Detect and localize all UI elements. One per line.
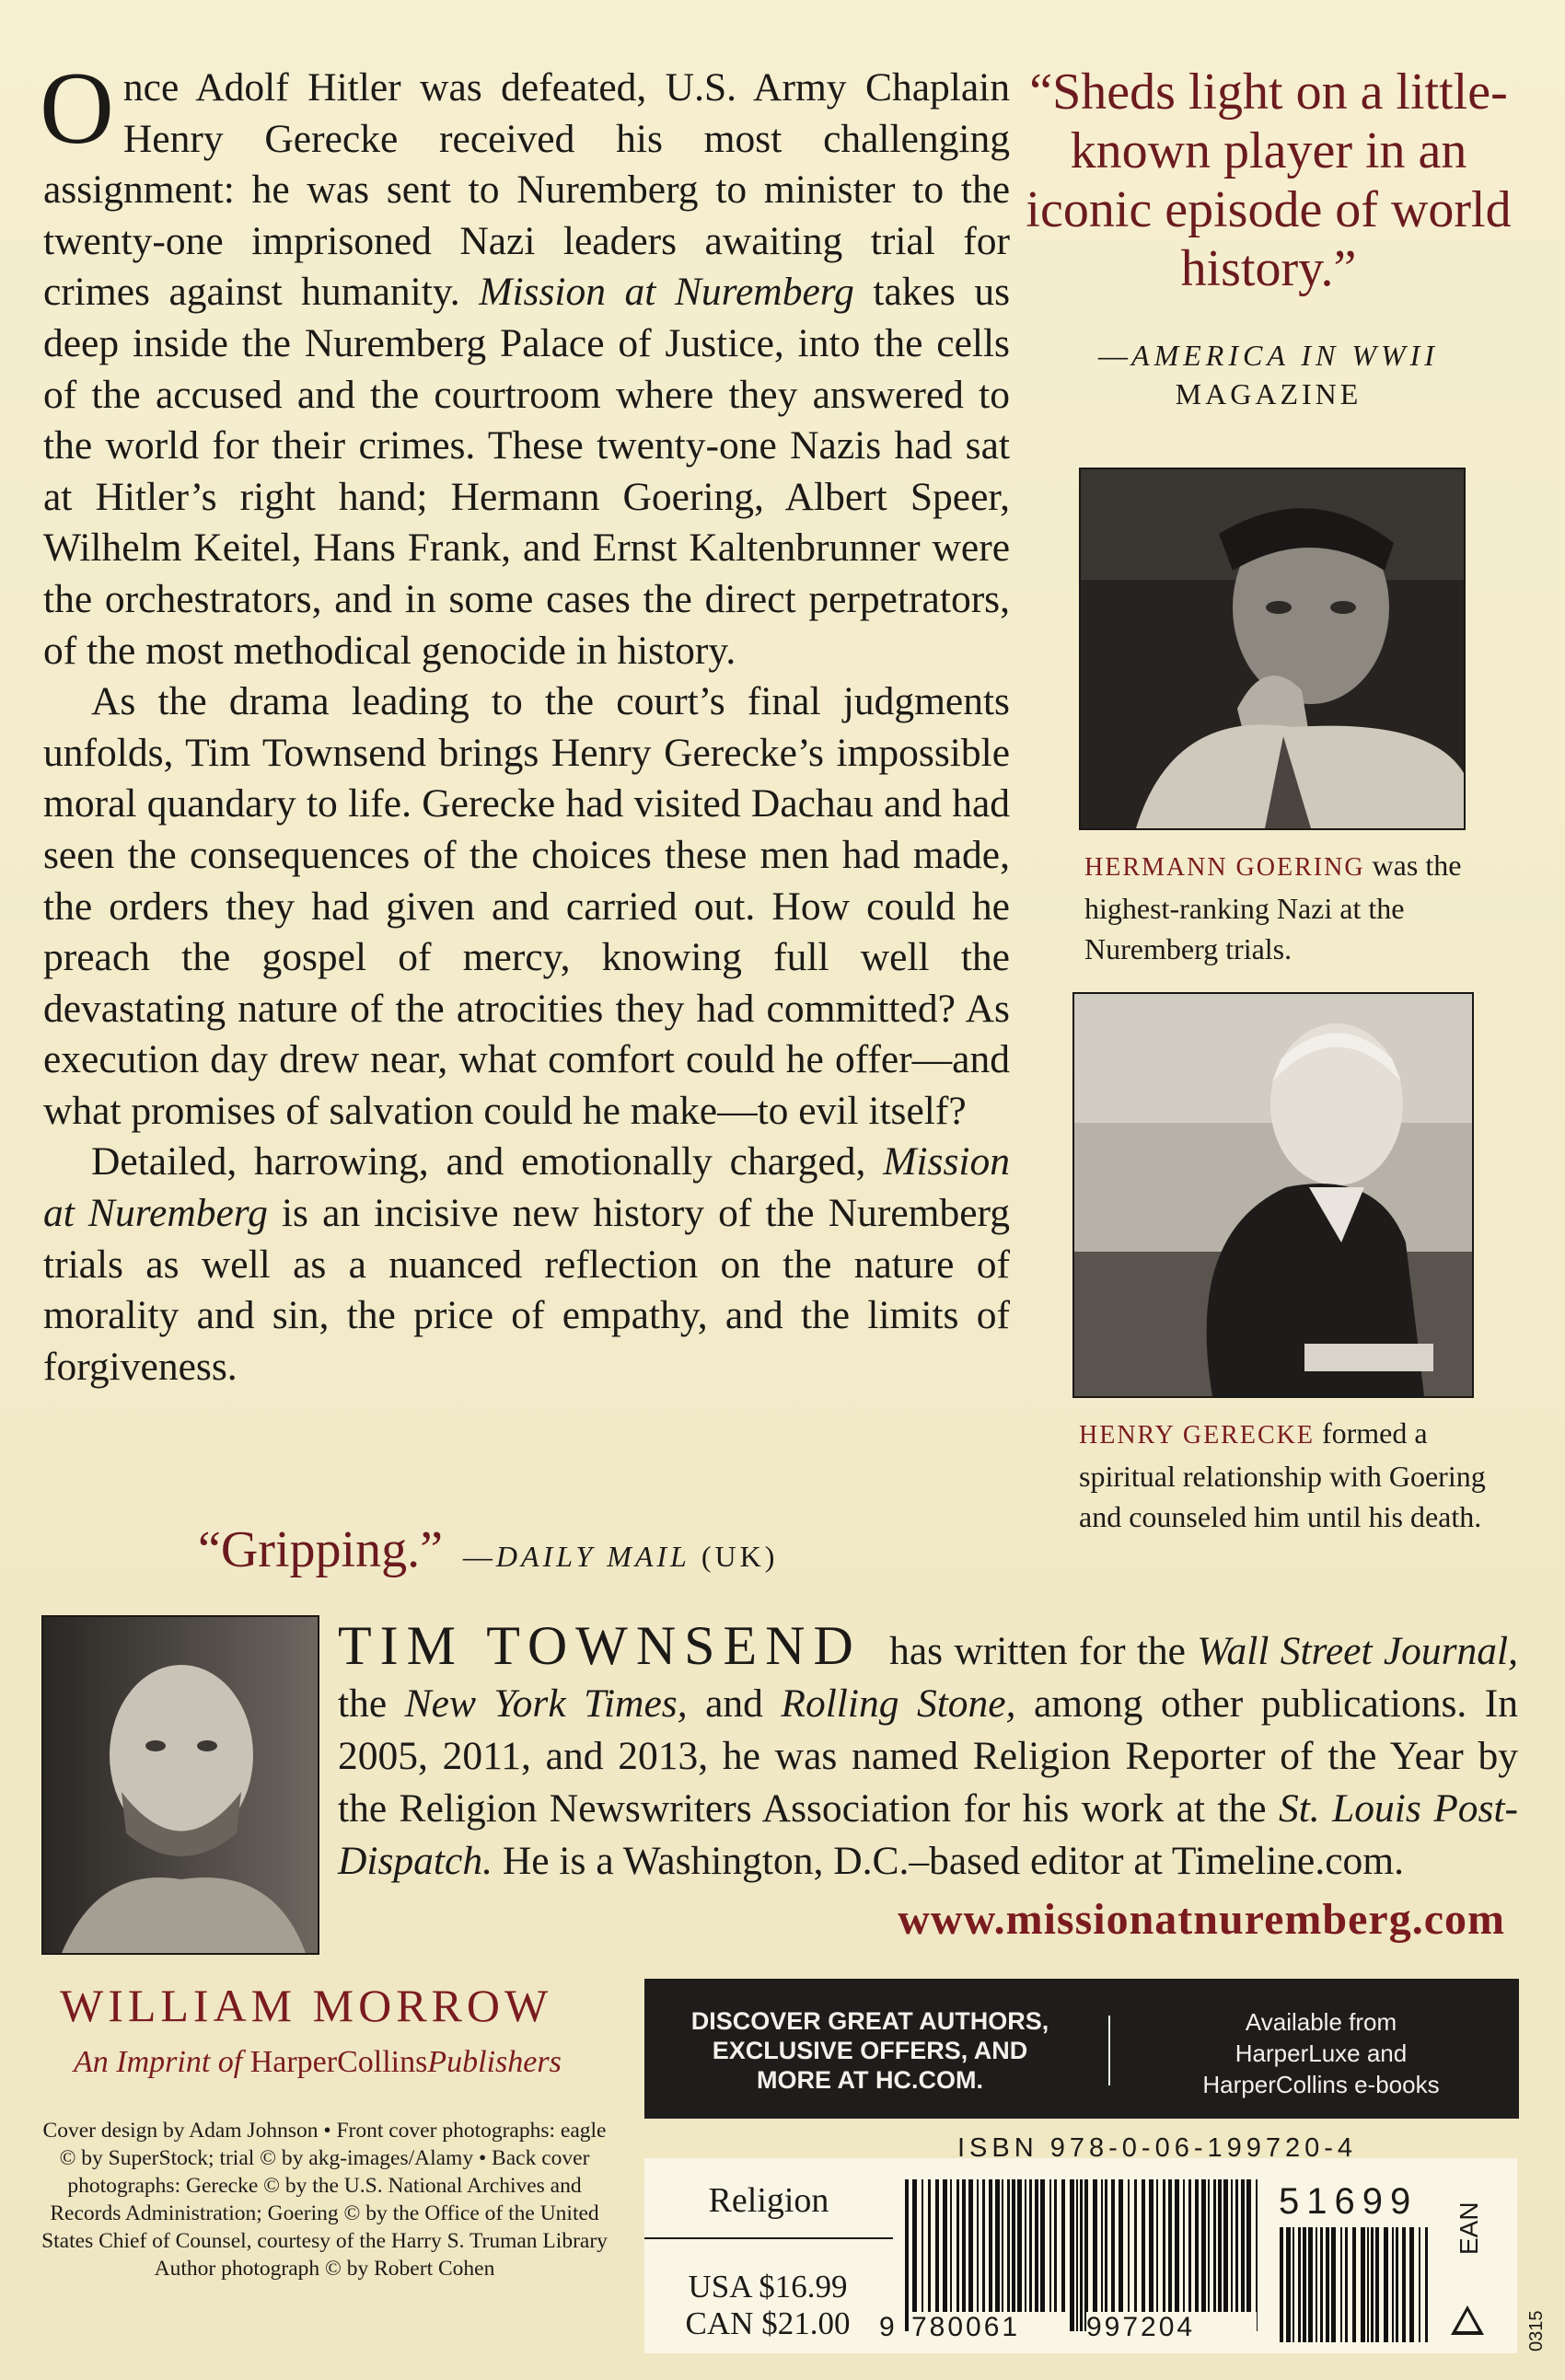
barcode-bar (1201, 2179, 1206, 2331)
book-title: Mission at Nuremberg (479, 270, 854, 315)
barcode-bar (1002, 2179, 1003, 2331)
barcode-bar (1012, 2179, 1015, 2331)
barcode-ean13 (905, 2179, 1264, 2331)
publisher-imprint: An Imprint of HarperCollinsPublishers (74, 2045, 562, 2079)
barcode-bar (943, 2179, 947, 2331)
barcode-bar (1231, 2179, 1233, 2331)
category-label: Religion (708, 2181, 829, 2220)
barcode-bar (1040, 2179, 1045, 2331)
photo-credits: Cover design by Adam Johnson • Front cover photographs: eagle © by SuperStock; trial © by akg-images/Alamy • Back cover photographs: Gerecke © by the U.S. National Archives and Records Administration; Goering © by the Office of the United States Chief of Counsel, courtesy of the Harry S. Truman Library Author photograph © by Robert Cohen (41, 2119, 608, 2281)
barcode-bar (1256, 2179, 1258, 2331)
quote-gripping: “Gripping.” —DAILY MAIL (UK) (198, 1521, 779, 1578)
barcode-bar (956, 2179, 959, 2331)
ean-label: EAN (1455, 2201, 1483, 2255)
barcode-bar (1396, 2227, 1398, 2342)
barcode-bar (1105, 2179, 1107, 2331)
barcode-bar (1168, 2179, 1172, 2331)
barcode-bar (977, 2179, 979, 2331)
barcode-bar (1371, 2227, 1374, 2342)
barcode-bar (1049, 2179, 1051, 2331)
barcode-bar (1156, 2179, 1158, 2331)
author-bio: TIM TOWNSEND has written for the Wall Street Journal, the New York Times, and Rolling Stone, among other publications. In 2005, 2011, and 2013, he was named Religion Reporter of the Year by the Religion Newswriters Association for his work at the St. Louis Post-Dispatch. He is a Washington, D.C.–based editor at Timeline.com. (338, 1615, 1519, 1883)
barcode-digits-right: 997204 (1086, 2312, 1257, 2343)
barcode-bar (912, 2179, 917, 2331)
quote-source: DAILY MAIL (495, 1540, 690, 1573)
barcode-bar (1208, 2179, 1210, 2331)
barcode-bar (1061, 2179, 1065, 2331)
barcode-bar (982, 2179, 985, 2331)
barcode-bar (1340, 2227, 1342, 2342)
barcode-bar (1409, 2227, 1414, 2342)
barcode-bar (1308, 2227, 1313, 2342)
barcode-bar (922, 2179, 923, 2331)
barcode-bar (1303, 2227, 1306, 2342)
barcode-bar (1070, 2179, 1074, 2331)
price-code: 51699 (1279, 2181, 1419, 2222)
isbn-label: ISBN 978-0-06-199720-4 (957, 2133, 1358, 2163)
barcode-bar (1298, 2227, 1301, 2342)
barcode-bar (1101, 2179, 1103, 2331)
barcode-bar (1007, 2179, 1010, 2331)
barcode-bar (1134, 2179, 1137, 2331)
gerecke-caption: HENRY GERECKE formed a spiritual relationship with Goering and counseled him until his death. (1079, 1416, 1486, 1533)
synopsis (40, 52, 1011, 1392)
barcode-bar (1425, 2227, 1428, 2342)
barcode-bar (905, 2179, 909, 2331)
barcode-bar (1361, 2227, 1365, 2342)
barcode-bar (1025, 2179, 1026, 2331)
book-title: Mission at Nuremberg (43, 1139, 1010, 1236)
barcode-bar (1280, 2227, 1283, 2342)
barcode-bar (1029, 2179, 1032, 2331)
barcode-bar (1316, 2227, 1317, 2342)
barcode-bar (1367, 2227, 1369, 2342)
barcode-bar (1320, 2227, 1323, 2342)
barcode-bar (1093, 2179, 1097, 2331)
synopsis-paragraph-1: Once Adolf Hitler was defeated, U.S. Army Chaplain Henry Gerecke received his most challenging assignment: he was sent to Nuremberg to minister to the twenty-one imprisoned Nazi leaders awaiting trial for crimes against humanity. Mission at Nuremberg takes us deep inside the Nuremberg Palace of Justice, into the cells of the accused and the courtroom where they answered to the world for their crimes. These twenty-one Nazis had sat at Hitler’s right hand; Hermann Goering, Albert Speer, Wilhelm Keitel, Hans Frank, and Ernst Kaltenbrunner were the orchestrators, and in some cases the direct perpetrators, of the most methodical genocide in history. (40, 52, 1011, 673)
barcode-bar (1402, 2227, 1406, 2342)
barcode-first-digit: 9 (879, 2312, 895, 2342)
price-usa: USA $16.99 (688, 2269, 848, 2305)
barcode-bar (1326, 2227, 1329, 2342)
promo-available: Available from HarperLuxe and HarperCollins e-books (1202, 2008, 1440, 2098)
barcode-bar (1054, 2179, 1057, 2331)
barcode-bar (1235, 2179, 1238, 2331)
barcode-bar (1218, 2179, 1222, 2331)
barcode-bar (935, 2179, 939, 2331)
website-link[interactable]: www.missionatnuremberg.com (898, 1895, 1505, 1944)
barcode-addon (1280, 2227, 1436, 2342)
barcode-bar (1384, 2227, 1388, 2342)
barcode-bar (968, 2179, 973, 2331)
barcode-bar (1017, 2179, 1022, 2331)
barcode-bar (1293, 2227, 1294, 2342)
barcode-bar (1035, 2179, 1038, 2331)
barcode-bar (1142, 2179, 1145, 2331)
barcode-bar (1128, 2179, 1130, 2331)
barcode-bar (1241, 2179, 1245, 2331)
barcode-digits-left: 780061 (911, 2312, 1068, 2343)
drop-cap: O (40, 52, 114, 166)
barcode-bar (1111, 2179, 1115, 2331)
barcode-bar (989, 2179, 992, 2331)
barcode-bar (1331, 2227, 1336, 2342)
barcode-bar (1392, 2227, 1394, 2342)
barcode-bar (1223, 2179, 1228, 2331)
barcode-bar (1195, 2179, 1199, 2331)
barcode-bar (1419, 2227, 1420, 2342)
publisher-name: WILLIAM MORROW (60, 1980, 553, 2031)
barcode-bar (1375, 2227, 1379, 2342)
barcode-bar (1188, 2179, 1191, 2331)
goering-caption: HERMANN GOERING was the highest-ranking Nazi at the Nuremberg trials. (1084, 849, 1462, 965)
quote-sheds-light: “Sheds light on a little-known player in an iconic episode of world history.” (1026, 64, 1512, 297)
barcode-bar (1175, 2179, 1179, 2331)
author-name: TIM TOWNSEND (338, 1615, 862, 1676)
barcode-bar (962, 2179, 966, 2331)
quote-attribution: —AMERICA IN WWII MAGAZINE (1098, 339, 1439, 410)
author-photo (41, 1615, 319, 1955)
barcode-bar (1345, 2227, 1348, 2342)
promo-box (644, 1979, 1519, 2119)
barcode-bar (1163, 2179, 1165, 2331)
synopsis-paragraph-3: Detailed, harrowing, and emotionally charged, Mission at Nuremberg is an incisive new history of the Nuremberg trials as well as a nuanced reflection on the nature of morality and sin, the price of empathy, and the limits of forgiveness. (43, 1139, 1011, 1389)
synopsis-paragraph-2: As the drama leading to the court’s final judgments unfolds, Tim Townsend brings Henry Gerecke’s impossible moral quandary to life. Gerecke had visited Dachau and had seen the consequences of the choices these men had made, the orders they had given and carried out. How could he preach the gospel of mercy, knowing full well the devastating nature of the atrocities they had committed? As execution day drew near, what comfort could he offer—and what promises of salvation could he make—to evil itself? (43, 679, 1010, 1133)
barcode-bar (1183, 2179, 1185, 2331)
barcode-bar (1149, 2179, 1153, 2331)
barcode-bar (1352, 2227, 1356, 2342)
gerecke-photo (1072, 992, 1474, 1398)
promo-divider (1108, 2016, 1110, 2085)
barcode-bar (1213, 2179, 1216, 2331)
edge-code: 0315 (1526, 2310, 1547, 2351)
barcode-bar (928, 2179, 931, 2331)
barcode-bar (1084, 2179, 1088, 2331)
barcode-bar (950, 2179, 952, 2331)
goering-photo (1079, 468, 1466, 830)
barcode-bar (1119, 2179, 1123, 2331)
ean-triangle-icon (1451, 2305, 1484, 2335)
barcode-bar (1080, 2179, 1083, 2331)
price-can: CAN $21.00 (685, 2305, 851, 2341)
barcode-bar (1076, 2179, 1078, 2331)
barcode-bar (1246, 2179, 1251, 2331)
promo-discover: DISCOVER GREAT AUTHORS, EXCLUSIVE OFFERS, AND MORE AT HC.COM. (690, 2007, 1049, 2094)
barcode-bar (1286, 2227, 1291, 2342)
barcode-bar (995, 2179, 1000, 2331)
